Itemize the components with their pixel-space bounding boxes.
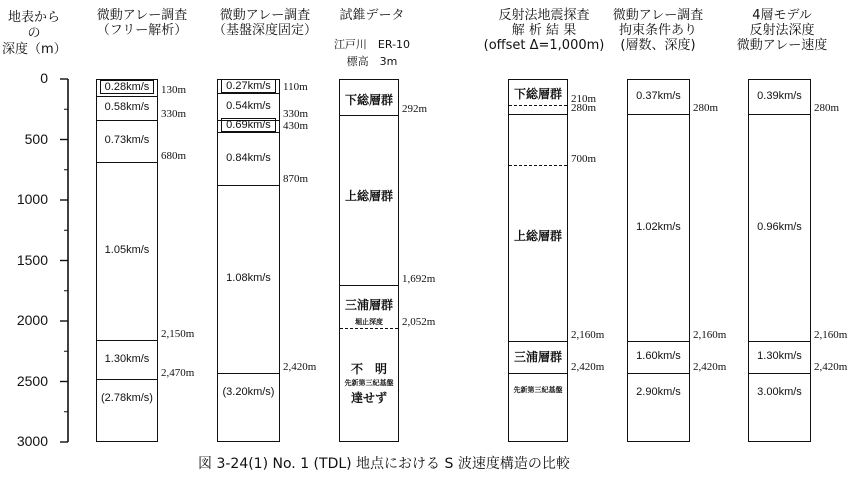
- axis-tick-label: 1500: [16, 251, 48, 268]
- depth-label: 2,420m: [693, 360, 727, 373]
- layer-boundary: [97, 96, 157, 97]
- depth-label: 280m: [814, 101, 840, 114]
- stratum-label: 下総層群: [513, 87, 562, 102]
- layer-velocity: 0.28km/s: [97, 81, 157, 93]
- depth-label: 680m: [161, 150, 187, 163]
- depth-label: 2,420m: [571, 360, 605, 373]
- column-col3: [339, 79, 399, 442]
- layer-boundary: [218, 93, 279, 94]
- depth-label: 2,160m: [571, 329, 605, 342]
- column-col2: [217, 79, 280, 442]
- stratum-label: 三浦層群: [513, 349, 562, 364]
- layer-boundary: [509, 341, 567, 342]
- subheader-col3: 江戸川 ER-10 標高 3m: [333, 38, 411, 68]
- depth-label: 2,160m: [814, 329, 848, 342]
- layer-boundary: [218, 132, 279, 133]
- axis-tick-label: 1000: [16, 191, 48, 207]
- layer-boundary: [628, 373, 689, 374]
- layer-velocity: 0.73km/s: [104, 134, 150, 147]
- depth-label: 700m: [571, 152, 597, 165]
- depth-label: 2,420m: [814, 360, 848, 373]
- layer-boundary: [340, 285, 398, 286]
- layer-boundary: [218, 185, 279, 186]
- layer-boundary: [218, 373, 279, 374]
- layer-velocity: 0.84km/s: [226, 151, 271, 164]
- layer-velocity: 0.39km/s: [757, 89, 802, 102]
- header-col3: 試錐データ: [339, 8, 405, 23]
- layer-boundary: [628, 341, 689, 342]
- axis-tick-label: 3000: [16, 433, 48, 449]
- header-col2: 微動アレー調査 （基盤深度固定）: [212, 8, 317, 38]
- depth-label: 292m: [402, 103, 428, 116]
- column-col4: [508, 79, 568, 442]
- depth-label: 330m: [161, 107, 187, 120]
- layer-velocity: (3.20km/s): [222, 385, 275, 398]
- layer-boundary: [628, 114, 689, 115]
- axis-title: 地表からの 深度（m）: [2, 10, 67, 57]
- layer-velocity: 1.02km/s: [636, 220, 681, 233]
- layer-boundary: [509, 105, 567, 106]
- depth-label: 130m: [161, 83, 187, 96]
- header-col1: 微動アレー調査 （フリー解析）: [96, 8, 188, 38]
- depth-label: 870m: [283, 173, 309, 186]
- layer-boundary: [509, 373, 567, 374]
- layer-velocity: 0.27km/s: [218, 80, 279, 92]
- layer-velocity: 1.60km/s: [636, 350, 681, 363]
- depth-label: 280m: [693, 101, 719, 114]
- layer-velocity: (2.78km/s): [101, 391, 153, 404]
- depth-label: 2,150m: [161, 328, 195, 341]
- depth-label: 330m: [283, 107, 309, 120]
- column-col6: [748, 79, 811, 442]
- depth-label: 210m: [571, 93, 597, 106]
- layer-boundary: [97, 379, 157, 380]
- stratum-label: 上総層群: [513, 228, 562, 243]
- layer-velocity: 3.00km/s: [757, 385, 802, 398]
- column-col1: [96, 79, 158, 442]
- layer-boundary: [340, 328, 398, 329]
- stratum-note: 先新第三紀基盤: [344, 378, 394, 387]
- layer-boundary: [749, 341, 810, 342]
- stratum-label: 下総層群: [344, 93, 393, 108]
- layer-velocity: 1.30km/s: [757, 350, 802, 363]
- layer-velocity: 0.96km/s: [757, 220, 802, 233]
- layer-velocity: 2.90km/s: [636, 385, 681, 398]
- axis-tick-label: 500: [24, 130, 48, 147]
- depth-label: 430m: [283, 120, 309, 133]
- stratum-note: 先新第三紀基盤: [513, 385, 563, 394]
- layer-boundary: [749, 373, 810, 374]
- depth-label: 2,160m: [693, 329, 727, 342]
- depth-label: 280m: [571, 101, 597, 114]
- layer-boundary: [97, 340, 157, 341]
- layer-boundary: [340, 115, 398, 116]
- figure-caption: 図 3-24(1) No. 1 (TDL) 地点における S 波速度構造の比較: [198, 456, 570, 472]
- column-col5: [627, 79, 690, 442]
- axis-tick-label: 2500: [16, 372, 48, 389]
- depth-label: 2,052m: [402, 316, 436, 329]
- layer-velocity: 0.54km/s: [226, 99, 271, 112]
- depth-label: 2,420m: [283, 360, 317, 373]
- stratum-note: 達せず: [350, 391, 387, 406]
- stratum-note: 堀止深度: [355, 318, 383, 326]
- layer-velocity: 0.69km/s: [218, 119, 279, 131]
- layer-boundary: [97, 120, 157, 121]
- layer-boundary: [509, 165, 567, 166]
- layer-boundary: [749, 114, 810, 115]
- layer-velocity: 1.08km/s: [226, 272, 271, 285]
- layer-boundary: [509, 114, 567, 115]
- depth-label: 1,692m: [402, 272, 436, 285]
- layer-velocity: 1.05km/s: [104, 244, 150, 257]
- stratum-label: 不 明: [350, 361, 387, 376]
- stratum-label: 三浦層群: [344, 297, 393, 312]
- axis-tick-label: 0: [40, 70, 48, 86]
- layer-velocity: 1.30km/s: [104, 352, 150, 365]
- depth-label: 110m: [283, 81, 308, 94]
- stratum-label: 上総層群: [344, 188, 393, 203]
- layer-velocity: 0.58km/s: [104, 100, 150, 113]
- depth-label: 2,470m: [161, 366, 195, 379]
- header-col5: 微動アレー調査 拘束条件あり (層数、深度): [612, 8, 704, 53]
- header-col4: 反射法地震探査 解 析 結 果 (offset Δ=1,000m): [483, 8, 605, 53]
- axis-tick-label: 2000: [16, 312, 48, 328]
- layer-velocity: 0.37km/s: [636, 89, 681, 102]
- header-col6: 4層モデル 反射法深度 微動アレー速度: [736, 8, 828, 53]
- layer-boundary: [97, 162, 157, 163]
